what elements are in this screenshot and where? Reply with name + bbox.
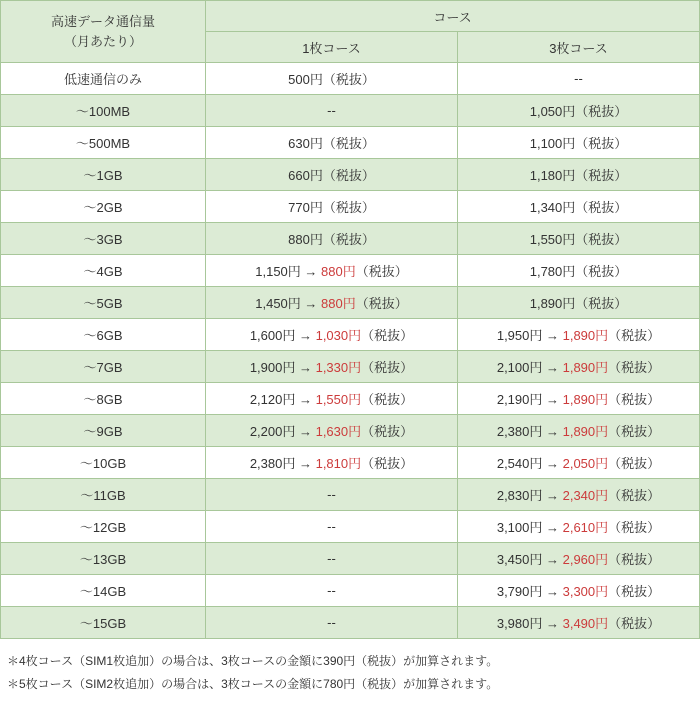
- table-row: [1, 191, 700, 223]
- table-row: [1, 319, 700, 351]
- price-text: 1,050円（税抜）: [529, 104, 628, 119]
- price-text: （税抜）: [361, 328, 414, 343]
- table-row: [1, 511, 700, 543]
- usage-amount-cell: ～15GB: [1, 607, 206, 639]
- price-cell-3sim: [458, 479, 700, 511]
- usage-amount-cell: ～6GB: [1, 319, 206, 351]
- price-text: 1,450円 →: [255, 296, 322, 311]
- discounted-price: 2,610円: [562, 520, 609, 535]
- price-text: （税抜）: [608, 392, 661, 407]
- usage-amount-cell: ～12GB: [1, 511, 206, 543]
- price-text: （税抜）: [608, 584, 661, 599]
- price-text: 2,380円 →: [249, 456, 316, 471]
- price-text: （税抜）: [361, 360, 414, 375]
- table-row: [1, 383, 700, 415]
- usage-amount-cell: ～100MB: [1, 95, 206, 127]
- price-text: 1,600円 →: [249, 328, 316, 343]
- price-cell-3sim: [458, 223, 700, 255]
- discounted-price: 1,810円: [315, 456, 362, 471]
- table-row: [1, 575, 700, 607]
- price-cell-3sim: [458, 543, 700, 575]
- table-row: [1, 127, 700, 159]
- price-cell-1sim: [206, 511, 458, 543]
- price-cell-3sim: [458, 287, 700, 319]
- discounted-price: 1,890円: [562, 360, 609, 375]
- discounted-price: 2,050円: [562, 456, 609, 471]
- price-text: （税抜）: [608, 616, 661, 631]
- price-text: 2,200円 →: [249, 424, 316, 439]
- price-text: （税抜）: [355, 296, 408, 311]
- price-text: 630円（税抜）: [288, 136, 375, 151]
- price-cell-1sim: [206, 479, 458, 511]
- price-cell-1sim: [206, 447, 458, 479]
- price-text: --: [327, 583, 336, 598]
- discounted-price: 880円: [321, 296, 356, 311]
- price-cell-3sim: [458, 127, 700, 159]
- price-text: （税抜）: [355, 264, 408, 279]
- usage-amount-cell: ～11GB: [1, 479, 206, 511]
- discounted-price: 1,550円: [315, 392, 362, 407]
- price-text: 770円（税抜）: [288, 200, 375, 215]
- usage-amount-cell: ～14GB: [1, 575, 206, 607]
- usage-amount-cell: ～1GB: [1, 159, 206, 191]
- price-text: --: [574, 71, 583, 86]
- usage-amount-cell: ～7GB: [1, 351, 206, 383]
- price-cell-3sim: [458, 383, 700, 415]
- price-text: 2,190円 →: [496, 392, 563, 407]
- price-text: 1,100円（税抜）: [529, 136, 628, 151]
- price-text: 3,450円 →: [496, 552, 563, 567]
- discounted-price: 1,330円: [315, 360, 362, 375]
- discounted-price: 1,630円: [315, 424, 362, 439]
- price-text: 1,950円 →: [496, 328, 563, 343]
- discounted-price: 1,890円: [562, 328, 609, 343]
- price-text: 880円（税抜）: [288, 232, 375, 247]
- table-row: [1, 95, 700, 127]
- discounted-price: 3,490円: [562, 616, 609, 631]
- price-text: 1,900円 →: [249, 360, 316, 375]
- price-text: 1,780円（税抜）: [529, 264, 628, 279]
- price-text: 2,540円 →: [496, 456, 563, 471]
- price-cell-3sim: [458, 607, 700, 639]
- price-cell-1sim: [206, 319, 458, 351]
- price-text: （税抜）: [361, 392, 414, 407]
- price-text: （税抜）: [608, 424, 661, 439]
- discounted-price: 3,300円: [562, 584, 609, 599]
- discounted-price: 2,340円: [562, 488, 609, 503]
- price-text: --: [327, 551, 336, 566]
- price-cell-1sim: [206, 575, 458, 607]
- price-text: 2,100円 →: [496, 360, 563, 375]
- price-text: （税抜）: [361, 424, 414, 439]
- price-text: 1,340円（税抜）: [529, 200, 628, 215]
- price-text: （税抜）: [361, 456, 414, 471]
- price-cell-3sim: [458, 575, 700, 607]
- table-row: [1, 447, 700, 479]
- price-cell-1sim: [206, 191, 458, 223]
- price-cell-3sim: [458, 351, 700, 383]
- discounted-price: 880円: [321, 264, 356, 279]
- price-cell-1sim: [206, 607, 458, 639]
- price-cell-3sim: [458, 63, 700, 95]
- price-text: （税抜）: [608, 488, 661, 503]
- usage-amount-cell: ～3GB: [1, 223, 206, 255]
- usage-amount-cell: ～10GB: [1, 447, 206, 479]
- discounted-price: 2,960円: [562, 552, 609, 567]
- discounted-price: 1,890円: [562, 424, 609, 439]
- price-cell-1sim: [206, 63, 458, 95]
- footnotes: [0, 650, 700, 696]
- price-text: --: [327, 615, 336, 630]
- price-text: （税抜）: [608, 552, 661, 567]
- table-row: [1, 159, 700, 191]
- price-text: 1,180円（税抜）: [529, 168, 628, 183]
- header-row-1: [1, 1, 700, 32]
- price-text: （税抜）: [608, 328, 661, 343]
- price-text: 3,100円 →: [496, 520, 563, 535]
- table-row: [1, 223, 700, 255]
- price-text: 1,150円 →: [255, 264, 322, 279]
- column-header-1sim-course: 1枚コース: [206, 32, 458, 63]
- price-text: （税抜）: [608, 360, 661, 375]
- price-text: --: [327, 103, 336, 118]
- table-row: [1, 287, 700, 319]
- usage-amount-cell: ～4GB: [1, 255, 206, 287]
- price-text: 3,790円 →: [496, 584, 563, 599]
- usage-amount-cell: ～2GB: [1, 191, 206, 223]
- price-cell-1sim: [206, 95, 458, 127]
- price-cell-1sim: [206, 255, 458, 287]
- column-header-course: コース: [206, 1, 700, 32]
- table-row: [1, 607, 700, 639]
- footnote-4sim: ＊4枚コース（SIM1枚追加）の場合は、3枚コースの金額に390円（税抜）が加算されます。: [7, 654, 499, 668]
- price-text: 500円（税抜）: [288, 72, 375, 87]
- usage-amount-cell: 低速通信のみ: [1, 63, 206, 95]
- usage-amount-cell: ～5GB: [1, 287, 206, 319]
- price-cell-1sim: [206, 127, 458, 159]
- price-text: （税抜）: [608, 456, 661, 471]
- price-cell-1sim: [206, 415, 458, 447]
- usage-header-line2: （月あたり）: [63, 33, 142, 49]
- discounted-price: 1,890円: [562, 392, 609, 407]
- price-text: 2,120円 →: [249, 392, 316, 407]
- price-cell-1sim: [206, 223, 458, 255]
- table-row: [1, 63, 700, 95]
- usage-amount-cell: ～13GB: [1, 543, 206, 575]
- price-cell-3sim: [458, 319, 700, 351]
- price-text: 660円（税抜）: [288, 168, 375, 183]
- table-row: [1, 255, 700, 287]
- price-text: 1,550円（税抜）: [529, 232, 628, 247]
- table-body: [1, 63, 700, 639]
- column-header-usage: [1, 1, 206, 63]
- usage-amount-cell: ～8GB: [1, 383, 206, 415]
- usage-amount-cell: ～500MB: [1, 127, 206, 159]
- price-cell-1sim: [206, 287, 458, 319]
- price-text: 2,380円 →: [496, 424, 563, 439]
- price-cell-1sim: [206, 159, 458, 191]
- price-cell-3sim: [458, 447, 700, 479]
- price-text: （税抜）: [608, 520, 661, 535]
- usage-amount-cell: ～9GB: [1, 415, 206, 447]
- price-text: 3,980円 →: [496, 616, 563, 631]
- footnote-5sim: ＊5枚コース（SIM2枚追加）の場合は、3枚コースの金額に780円（税抜）が加算されます。: [7, 677, 499, 691]
- table-row: [1, 479, 700, 511]
- usage-header-line1: 高速データ通信量: [50, 13, 155, 29]
- price-cell-1sim: [206, 383, 458, 415]
- table-header: [1, 1, 700, 63]
- price-text: 2,830円 →: [496, 488, 563, 503]
- price-text: --: [327, 487, 336, 502]
- table-row: [1, 351, 700, 383]
- price-cell-3sim: [458, 191, 700, 223]
- price-cell-3sim: [458, 159, 700, 191]
- price-text: 1,890円（税抜）: [529, 296, 628, 311]
- price-cell-3sim: [458, 415, 700, 447]
- discounted-price: 1,030円: [315, 328, 362, 343]
- price-cell-3sim: [458, 511, 700, 543]
- price-cell-1sim: [206, 351, 458, 383]
- price-cell-1sim: [206, 543, 458, 575]
- price-text: --: [327, 519, 336, 534]
- price-cell-3sim: [458, 255, 700, 287]
- price-cell-3sim: [458, 95, 700, 127]
- table-row: [1, 415, 700, 447]
- column-header-3sim-course: 3枚コース: [458, 32, 700, 63]
- table-row: [1, 543, 700, 575]
